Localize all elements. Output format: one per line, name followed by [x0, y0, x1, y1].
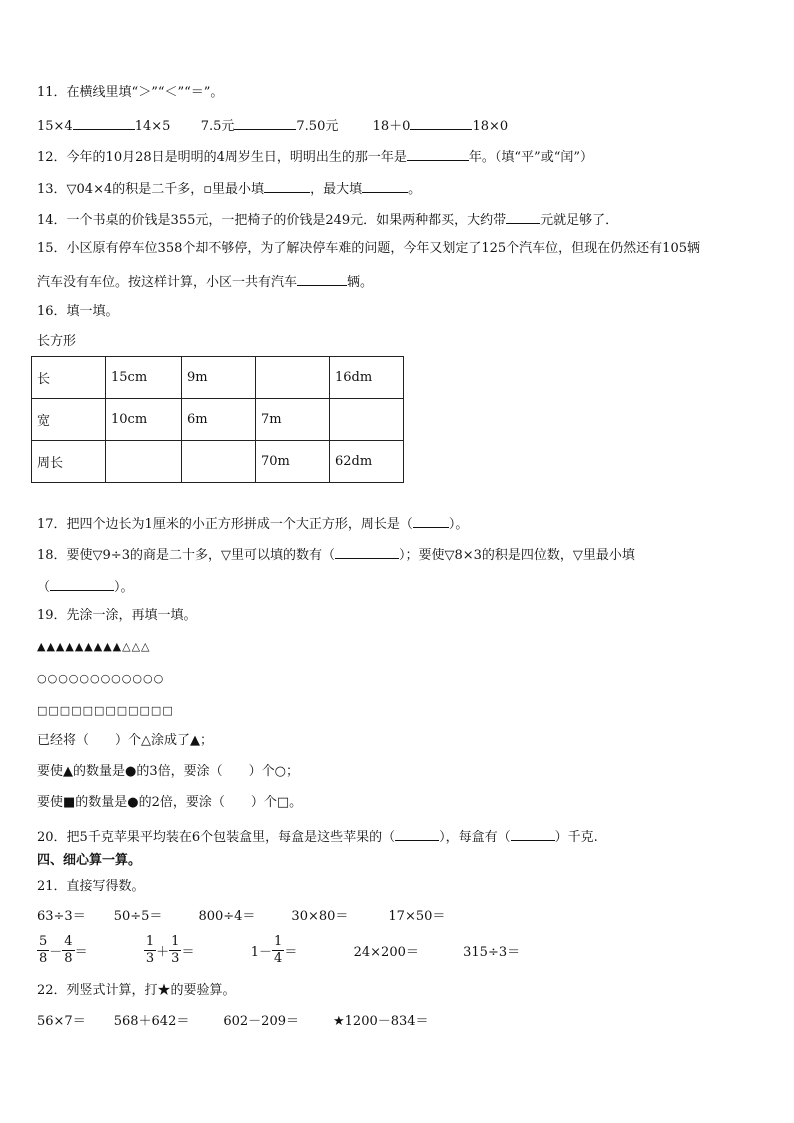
table-cell: 15cm — [106, 357, 182, 399]
answer-blank[interactable] — [410, 115, 472, 130]
q20 — [37, 826, 598, 847]
q19-title: 19．先涂一涂，再填一填。 — [37, 608, 197, 623]
answer-blank[interactable] — [234, 115, 296, 130]
q11-a-right: 14×5 — [134, 119, 171, 134]
calc-item: 800÷4＝ — [198, 909, 256, 924]
answer-blank[interactable] — [362, 178, 408, 193]
fraction — [62, 934, 74, 967]
q18-line1 — [37, 544, 635, 565]
answer-blank[interactable] — [50, 576, 114, 591]
q19-sentence-1: 已经将（ ）个△涂成了▲； — [37, 733, 213, 748]
q22-row — [37, 1013, 429, 1031]
numerator: 1 — [145, 934, 155, 949]
q18-text: 18．要使▽9÷3的商是二十多，▽里可以填的数有（ — [37, 548, 335, 563]
q14-text: 14．一个书桌的价钱是355元，一把椅子的价钱是249元．如果两种都买，大约带 — [37, 213, 507, 228]
calc-item: ★1200－834＝ — [333, 1014, 429, 1029]
q21-title: 21．直接写得数。 — [37, 879, 145, 894]
q14-text-end: 元就足够了． — [540, 213, 619, 228]
q17-text: 17．把四个边长为1厘米的小正方形拼成一个大正方形，周长是（ — [37, 517, 413, 532]
fraction — [272, 934, 284, 967]
numerator: 5 — [39, 934, 48, 949]
answer-blank[interactable] — [335, 544, 399, 559]
table-cell: 7m — [256, 399, 330, 441]
operator: － — [49, 945, 63, 960]
numerator: 4 — [64, 934, 73, 949]
q12-text-end: 年。（填“平”或“闰”） — [468, 150, 593, 165]
circle-row[interactable]: ○○○○○○○○○○○○ — [37, 672, 165, 685]
calc-item: 17×50＝ — [388, 909, 446, 924]
denominator: 3 — [145, 951, 155, 966]
q21-row1 — [37, 908, 445, 926]
numerator: 1 — [171, 934, 180, 949]
q17 — [37, 513, 468, 534]
table-cell[interactable] — [330, 399, 404, 441]
q18-text: （ — [37, 580, 51, 595]
fraction — [169, 934, 181, 967]
table-cell: 10cm — [106, 399, 182, 441]
q16-title: 16．填一填。 — [37, 304, 119, 319]
square-row[interactable]: □□□□□□□□□□□□ — [37, 704, 174, 717]
q11-compare-row — [37, 115, 508, 136]
operator: ＋ — [156, 945, 170, 960]
q18-text-mid: ）；要使▽8×3的积是四位数，▽里最小填 — [398, 548, 635, 563]
equals: ＝ — [284, 945, 298, 960]
table-caption: 长方形 — [37, 334, 77, 349]
q13-text-mid: ，最大填 — [310, 182, 363, 197]
answer-blank[interactable] — [264, 178, 310, 193]
table-cell[interactable] — [256, 357, 330, 399]
table-row — [32, 357, 404, 399]
answer-blank[interactable] — [73, 115, 135, 130]
q20-text: 20．把5千克苹果平均装在6个包装盒里，每盒是这些苹果的（ — [37, 830, 396, 845]
rectangle-table — [31, 356, 404, 483]
q18-line2 — [37, 576, 134, 597]
q19-sentence-3: 要使■的数量是●的2倍，要涂（ ）个□。 — [37, 795, 303, 810]
q13-text-end: 。 — [408, 182, 422, 197]
denominator: 4 — [274, 951, 283, 966]
triangle-row[interactable]: ▲▲▲▲▲▲▲▲▲△△△ — [37, 640, 151, 653]
q15-text: 汽车没有车位。按这样计算，小区一共有汽车 — [37, 275, 298, 290]
calc-item: 602－209＝ — [223, 1014, 299, 1029]
denominator: 8 — [39, 951, 48, 966]
answer-blank[interactable] — [395, 826, 439, 841]
q20-text-mid: ），每盒有（ — [439, 830, 511, 845]
calc-prefix: 1－ — [250, 945, 273, 960]
q12-text: 12．今年的10月28日是明明的4周岁生日，明明出生的那一年是 — [37, 150, 407, 165]
q18-text-end: ）。 — [114, 580, 134, 595]
q22-title: 22．列竖式计算，打★的要验算。 — [37, 983, 236, 998]
q14 — [37, 209, 618, 230]
table-cell: 70m — [256, 441, 330, 483]
calc-item: 568＋642＝ — [113, 1014, 190, 1029]
fraction — [144, 934, 156, 967]
table-row — [32, 441, 404, 483]
equals: ＝ — [181, 945, 195, 960]
section-heading: 四、细心算一算。 — [37, 853, 142, 868]
table-cell: 宽 — [32, 399, 106, 441]
q21-row2 — [37, 934, 520, 967]
q15-line2 — [37, 271, 373, 292]
q11-a-left: 15×4 — [37, 119, 73, 134]
answer-blank[interactable] — [413, 513, 449, 528]
denominator: 8 — [64, 951, 73, 966]
table-cell: 长 — [32, 357, 106, 399]
answer-blank[interactable] — [506, 209, 540, 224]
table-cell: 6m — [182, 399, 256, 441]
calc-item: 63÷3＝ — [37, 909, 86, 924]
q11-c-left: 18＋0 — [372, 119, 411, 134]
q11-c-right: 18×0 — [472, 119, 509, 134]
answer-blank[interactable] — [407, 146, 469, 161]
q17-text-end: ）。 — [448, 517, 469, 532]
equals: ＝ — [74, 945, 88, 960]
calc-item: 315÷3＝ — [463, 945, 521, 960]
q20-text-end: ）千克. — [554, 830, 598, 845]
calc-item: 56×7＝ — [37, 1014, 86, 1029]
table-cell: 62dm — [330, 441, 404, 483]
table-row — [32, 399, 404, 441]
q12 — [37, 146, 593, 167]
table-cell[interactable] — [182, 441, 256, 483]
denominator: 3 — [171, 951, 180, 966]
q11-title: 11．在横线里填“＞”“＜”“＝”。 — [37, 85, 224, 100]
table-cell: 9m — [182, 357, 256, 399]
numerator: 1 — [274, 934, 283, 949]
q19-sentence-2: 要使▲的数量是●的3倍，要涂（ ）个○； — [37, 764, 299, 779]
q13 — [37, 178, 421, 199]
q15-line1: 15．小区原有停车位358个却不够停，为了解决停车难的问题，今年又划定了125个汽车位，但现在仍然还有105辆 — [37, 241, 700, 256]
table-cell[interactable] — [106, 441, 182, 483]
q11-b-left: 7.5元 — [200, 119, 235, 134]
q11-b-right: 7.50元 — [296, 119, 339, 134]
table-cell: 周长 — [32, 441, 106, 483]
calc-item: 50÷5＝ — [113, 909, 163, 924]
calc-item: 30×80＝ — [291, 909, 349, 924]
q13-text: 13．▽04×4的积是二千多，▫里最小填 — [37, 182, 265, 197]
calc-item: 24×200＝ — [353, 945, 419, 960]
answer-blank[interactable] — [511, 826, 555, 841]
q15-text-end: 辆。 — [347, 275, 374, 290]
table-cell: 16dm — [330, 357, 404, 399]
answer-blank[interactable] — [297, 271, 347, 286]
fraction — [37, 934, 49, 967]
